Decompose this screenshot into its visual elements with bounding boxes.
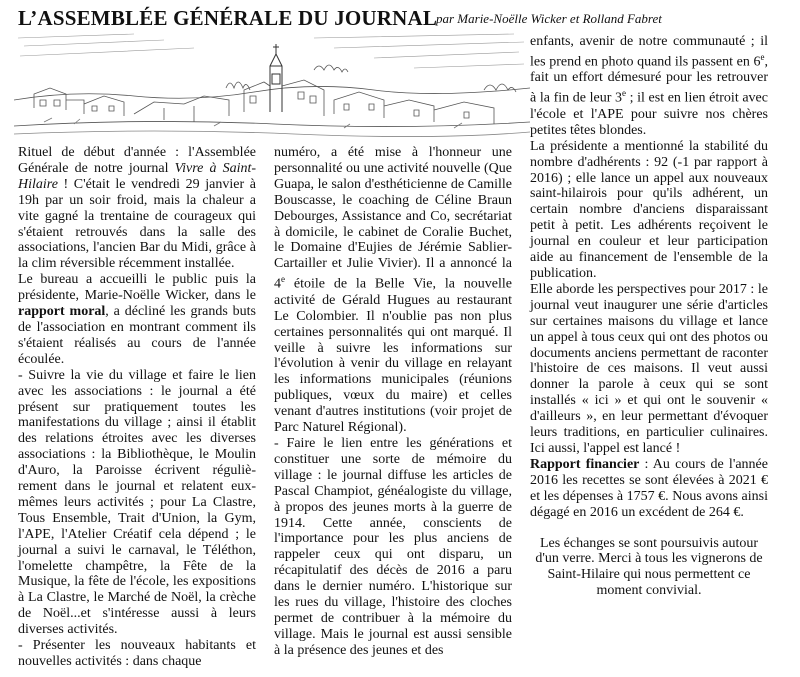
village-sketch-illustration [14,30,530,142]
text-run: Rituel de début d'année : l'Assemblée Générale de notre journal [18,145,256,176]
text-run: ; il est en lien étroit avec l'école et l'APE pour suivre nos chères petites têtes blondes. [530,91,768,138]
text-run: ! C'était le vendredi 29 janvier à 19h par un soir froid, mais la chaleur a vite gagné la trentaine de courageux qui s'étaient retrouvés dans la salle des associations, l'ancien Bar du Midi, grâce à la clim réversible récemment installée. [18,176,256,272]
text-run: étoile de la Belle Vie, la nouvelle activité de Gérald Hugues au restaurant Le Colombier. Il n'oublie pas non plus certaines personnalités qui ont marqué. Il veille à suivre les informations sur l'évolution à venir du village en relayant les informations municipales (réunions publiques, vœux du maire) et celles venant d'autres institutions (voir projet de Parc Naturel Régional). [274,276,512,436]
paragraph [18,638,256,670]
text-run: Elle aborde les perspectives pour 2017 : le journal veut inaugurer une série d'articles sur certaines maisons du village et lance un appel à tous ceux qui ont des photos ou documents anciens permettant de raconter l'histoire de ces maisons. Il veut aussi donner la parole à ceux qui se sont installés « ici » et qui ont le souvenir « d'ailleurs », en leur permettant d'évoquer leurs traditions, en particulier culinaires. Ici aussi, l'appel est lancé ! [530,281,768,456]
text-run: numéro, a été mise à l'honneur une personnalité ou une activité nouvelle (Que Guapa, le salon d'esthéticienne de Camille Bouscasse, le coaching de Céline Braun Debourges, Assistance and Co, secrétariat à domicile, le cabinet de Coralie Buchet, le Domaine d'Eujies de Jérémie Sablier-Cartailler et Julie Vivier). Il a annoncé la 4 [274,145,512,292]
text-run: , fait un effort démesuré pour les retrouver à la fin de leur 3 [530,54,768,107]
text-run: - Présenter les nouveaux habitants et nouvelles activités : dans chaque [18,638,256,669]
text-run: : Au cours de l'année 2016 les recettes se sont élevées à 2021 € et les dépenses à 1757 €. Nous avons ainsi dégagé en 2016 un excédent de 264 €. [530,456,768,520]
paragraph [18,145,256,272]
paragraph-spacer [530,521,768,536]
paragraph [530,457,768,521]
text-run: - Faire le lien entre les générations et constituer une sorte de mémoire du village : le journal diffuse les articles de Pascal Champiot, généalogiste du village, à propos des jeunes morts à la guerre de 1914. Cette année, conscients de l'importance pour les plus anciens de rappeler ceux qui ont disparu, un récapitulatif des décès de 2016 a paru dans le dernier numéro. L'historique sur les rues du village, l'histoire des cloches permet de contribuer à la mémoire du village. Mais le journal est aussi sensible à la présence des jeunes et des [274,435,512,658]
article-column-1 [18,145,256,670]
text-run: , a décliné les grands buts de l'association en montrant comment ils s'étaient réalisés au cours de l'année écoulée. [18,304,256,367]
text-run: Les échanges se sont poursuivis autour d'un verre. Merci à tous les vignerons de Saint-Hilaire qui nous permettent ce moment convivial. [535,535,763,599]
paragraph [18,368,256,638]
superscript-text: e [281,274,285,285]
paragraph [18,272,256,367]
bold-text: rapport moral [18,304,106,320]
article-column-2 [274,145,512,659]
article-title: L’ASSEMBLÉE GÉNÉRALE DU JOURNAL [18,6,438,30]
bold-text: Rapport financier [530,456,640,472]
paragraph [274,145,512,436]
paragraph [274,436,512,659]
village-sketch-drawing [14,30,530,142]
italic-text: Vivre à Saint-Hilaire [18,160,257,192]
article-column-3 [530,34,768,599]
text-run: enfants, avenir de notre communauté ; il les prend en photo quand ils passent en 6 [530,34,768,70]
superscript-text: e [621,88,626,99]
text-run: La présidente a mentionné la stabilité du nombre d'adhérents : 92 (-1 par rapport à 2016) ; elle lance un appel aux nouveaux saint-hilairois pour qu'ils adhérent, un certain nombre d'anciens disparaissant petit à petit. Les adhérents reçoivent le journal en couleur et leur participation aide au financement de l'ensemble de la publication. [530,138,768,281]
paragraph [530,536,768,600]
superscript-text: e [760,51,765,62]
article-byline: par Marie-Noëlle Wicker et Rolland Fabret [436,11,662,26]
paragraph [530,34,768,139]
paragraph [530,139,768,282]
text-run: - Suivre la vie du village et faire le lien avec les associations : le journal a été présent sur pratiquement toutes les manifestations du village ; ainsi il établit des relations étroites avec les diverses associations : la Bibliothèque, le Moulin d'Auro, la Paroisse écrivent réguliè-rement dans le journal et relatent eux-mêmes leurs activités ; pour La Clastre, Tous Ensemble, Trait d'Union, la Gym, l'APE, l'Atelier Créatif cela dépend ; le journal a suivi le carnaval, le Téléthon, l'omelette champêtre, la Fête de la Musique, la fête de l'école, les expositions à La Clastre, le Marché de Noël, la crèche de Noël...et s'intéresse aussi à leurs diverses activités. [18,367,256,638]
paragraph [530,282,768,457]
text-run: Le bureau a accueilli le public puis la présidente, Marie-Noëlle Wicker, dans le [18,272,256,304]
